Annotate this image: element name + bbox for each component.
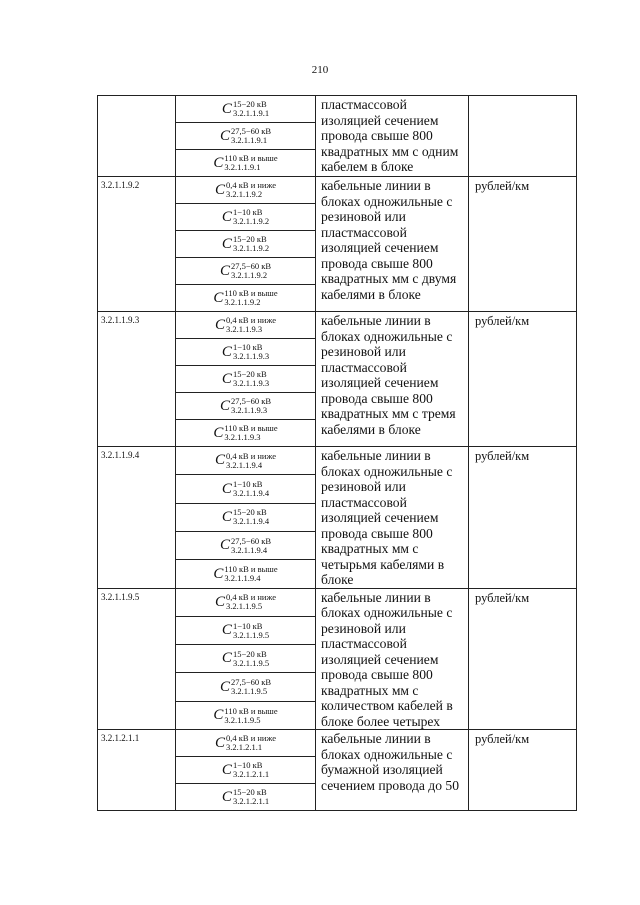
- rate-symbol-cell: [176, 420, 316, 447]
- rate-code-subscript: 3.2.1.1.9.5: [232, 629, 270, 640]
- rate-symbol: [222, 100, 269, 118]
- rate-symbol-letter: C: [221, 788, 232, 805]
- rate-code-subscript: 3.2.1.1.9.3: [230, 405, 268, 416]
- rate-symbol-letter: C: [219, 678, 230, 695]
- rate-symbol-letter: C: [219, 397, 230, 414]
- rate-code-subscript: 3.2.1.1.9.2: [232, 243, 270, 254]
- voltage-class-superscript: 1−10 кВ: [232, 207, 263, 218]
- rate-code-subscript: 3.2.1.1.9.4: [226, 459, 263, 470]
- rate-symbol: [213, 154, 277, 172]
- rate-symbol-cell: [176, 285, 316, 312]
- rate-symbol-cell: [176, 123, 316, 150]
- rate-symbol: [215, 316, 276, 334]
- rate-code-subscript: 3.2.1.1.9.3: [226, 324, 263, 335]
- voltage-class-superscript: 0,4 кВ и ниже: [226, 450, 276, 461]
- rate-code-subscript: 3.2.1.1.9.2: [224, 297, 261, 308]
- rate-symbol: [222, 370, 269, 388]
- rate-symbol-letter: C: [221, 370, 232, 387]
- rate-symbol: [222, 343, 269, 361]
- rate-symbol-cell: [176, 231, 316, 258]
- rate-symbol-letter: C: [221, 650, 232, 667]
- rate-symbol: [222, 508, 269, 526]
- rate-symbol: [220, 397, 271, 415]
- voltage-class-superscript: 15−20 кВ: [232, 369, 267, 380]
- rate-symbol: [213, 707, 277, 725]
- rate-symbol-letter: C: [221, 100, 232, 117]
- rate-code-subscript: 3.2.1.1.9.5: [230, 686, 268, 697]
- rate-symbol-letter: C: [219, 262, 230, 279]
- rate-code-subscript: 3.2.1.1.9.1: [224, 162, 261, 173]
- voltage-class-superscript: 0,4 кВ и ниже: [226, 315, 276, 326]
- voltage-class-superscript: 1−10 кВ: [232, 620, 263, 631]
- rate-code-subscript: 3.2.1.1.9.2: [226, 189, 263, 200]
- voltage-class-superscript: 110 кВ и выше: [224, 564, 278, 575]
- description-cell: кабельные линии в блоках одножильные с резиновой или пластмассовой изоляцией сечением провода свыше 800 квадратных мм с тремя кабелями в блоке: [316, 312, 469, 447]
- rate-symbol-cell: [176, 177, 316, 204]
- item-code-cell: [98, 96, 176, 177]
- rate-code-subscript: 3.2.1.1.9.1: [232, 108, 270, 119]
- item-code-cell: 3.2.1.1.9.5: [98, 588, 176, 730]
- rate-symbol: [213, 289, 277, 307]
- voltage-class-superscript: 27,5−60 кВ: [230, 677, 272, 688]
- voltage-class-superscript: 0,4 кВ и ниже: [226, 733, 276, 744]
- voltage-class-superscript: 15−20 кВ: [232, 234, 267, 245]
- rate-symbol: [222, 622, 269, 640]
- rate-code-subscript: 3.2.1.1.9.1: [230, 135, 268, 146]
- rate-symbol-letter: C: [213, 565, 224, 582]
- description-cell: кабельные линии в блоках одножильные с резиновой или пластмассовой изоляцией сечением провода свыше 800 квадратных мм с двумя кабелями в блоке: [316, 177, 469, 312]
- page-number: 210: [311, 64, 329, 76]
- rate-symbol: [215, 734, 276, 752]
- item-code-cell: 3.2.1.1.9.4: [98, 447, 176, 589]
- rate-symbol-letter: C: [213, 154, 224, 171]
- table-row: [98, 312, 577, 339]
- voltage-class-superscript: 27,5−60 кВ: [230, 396, 272, 407]
- rate-symbol-cell: [176, 96, 316, 123]
- rate-symbol: [222, 788, 269, 806]
- voltage-class-superscript: 0,4 кВ и ниже: [226, 180, 276, 191]
- rate-symbol-cell: [176, 150, 316, 177]
- rate-symbol-letter: C: [221, 508, 232, 525]
- rate-symbol-cell: [176, 730, 316, 757]
- rate-symbol-letter: C: [221, 208, 232, 225]
- voltage-class-superscript: 0,4 кВ и ниже: [226, 592, 276, 603]
- rate-code-subscript: 3.2.1.2.1.1: [226, 742, 263, 753]
- rate-code-subscript: 3.2.1.1.9.2: [232, 216, 270, 227]
- rate-symbol: [220, 127, 271, 145]
- rate-symbol-letter: C: [215, 181, 226, 198]
- rate-symbol: [213, 424, 277, 442]
- unit-cell: [469, 96, 577, 177]
- table-row: [98, 96, 577, 123]
- rate-symbol: [215, 452, 276, 470]
- voltage-class-superscript: 27,5−60 кВ: [230, 261, 272, 272]
- description-cell: пластмассовой изоляцией сечением провода свыше 800 квадратных мм с одним кабелем в блоке: [316, 96, 469, 177]
- rate-symbol: [222, 480, 269, 498]
- rate-symbol-cell: [176, 560, 316, 588]
- rate-symbol: [222, 650, 269, 668]
- unit-cell: рублей/км: [469, 730, 577, 811]
- rate-code-subscript: 3.2.1.1.9.3: [232, 378, 270, 389]
- rate-code-subscript: 3.2.1.1.9.4: [224, 573, 261, 584]
- rate-code-subscript: 3.2.1.1.9.2: [230, 270, 268, 281]
- rate-symbol: [213, 565, 277, 583]
- rate-symbol-letter: C: [219, 537, 230, 554]
- rate-symbol-letter: C: [221, 343, 232, 360]
- voltage-class-superscript: 110 кВ и выше: [224, 423, 278, 434]
- voltage-class-superscript: 15−20 кВ: [232, 787, 267, 798]
- rate-symbol-cell: [176, 701, 316, 729]
- rate-symbol: [222, 208, 269, 226]
- rate-code-subscript: 3.2.1.1.9.5: [224, 714, 261, 725]
- unit-cell: рублей/км: [469, 447, 577, 589]
- table-row: [98, 588, 577, 616]
- table-row: [98, 447, 577, 475]
- rate-symbol-letter: C: [221, 622, 232, 639]
- voltage-class-superscript: 110 кВ и выше: [224, 288, 278, 299]
- rate-symbol: [220, 678, 271, 696]
- rate-symbol: [220, 262, 271, 280]
- description-cell: кабельные линии в блоках одножильные с бумажной изоляцией сечением провода до 50: [316, 730, 469, 811]
- rate-code-subscript: 3.2.1.1.9.4: [230, 544, 268, 555]
- rate-symbol-letter: C: [215, 452, 226, 469]
- item-code-cell: 3.2.1.1.9.2: [98, 177, 176, 312]
- description-cell: кабельные линии в блоках одножильные с резиновой или пластмассовой изоляцией сечением провода свыше 800 квадратных мм с количеством кабелей в блоке более четырех: [316, 588, 469, 730]
- voltage-class-superscript: 27,5−60 кВ: [230, 126, 272, 137]
- rate-code-subscript: 3.2.1.1.9.4: [232, 488, 270, 499]
- rate-symbol-cell: [176, 312, 316, 339]
- unit-cell: рублей/км: [469, 312, 577, 447]
- unit-cell: рублей/км: [469, 177, 577, 312]
- voltage-class-superscript: 15−20 кВ: [232, 648, 267, 659]
- rate-symbol-cell: [176, 447, 316, 475]
- rate-symbol-cell: [176, 588, 316, 616]
- rate-code-subscript: 3.2.1.1.9.5: [226, 601, 263, 612]
- rate-symbol: [215, 593, 276, 611]
- voltage-class-superscript: 1−10 кВ: [232, 342, 263, 353]
- rate-symbol: [215, 181, 276, 199]
- rate-code-subscript: 3.2.1.2.1.1: [232, 796, 270, 807]
- rate-symbol-cell: [176, 757, 316, 784]
- rate-code-subscript: 3.2.1.1.9.5: [232, 657, 270, 668]
- voltage-class-superscript: 1−10 кВ: [232, 760, 263, 771]
- rate-symbol-cell: [176, 503, 316, 531]
- rate-symbol-cell: [176, 339, 316, 366]
- rate-symbol-cell: [176, 531, 316, 559]
- rate-symbol-letter: C: [215, 734, 226, 751]
- rate-symbol-letter: C: [213, 289, 224, 306]
- rate-symbol-letter: C: [221, 480, 232, 497]
- rate-symbol-cell: [176, 616, 316, 644]
- rate-symbol-cell: [176, 673, 316, 701]
- rate-symbol-letter: C: [219, 127, 230, 144]
- rate-symbol-cell: [176, 475, 316, 503]
- voltage-class-superscript: 110 кВ и выше: [224, 153, 278, 164]
- voltage-class-superscript: 110 кВ и выше: [224, 705, 278, 716]
- description-cell: кабельные линии в блоках одножильные с резиновой или пластмассовой изоляцией сечением провода свыше 800 квадратных мм с четырьмя кабелями в блоке: [316, 447, 469, 589]
- rate-symbol-cell: [176, 784, 316, 811]
- rate-symbol-cell: [176, 393, 316, 420]
- rate-symbol: [220, 537, 271, 555]
- table-row: [98, 730, 577, 757]
- table-row: [98, 177, 577, 204]
- rate-symbol-cell: [176, 366, 316, 393]
- rate-symbol-letter: C: [215, 593, 226, 610]
- rate-symbol-letter: C: [221, 235, 232, 252]
- rate-symbol-letter: C: [213, 424, 224, 441]
- rate-code-subscript: 3.2.1.1.9.3: [232, 351, 270, 362]
- rate-symbol: [222, 235, 269, 253]
- voltage-class-superscript: 15−20 кВ: [232, 99, 267, 110]
- rate-code-subscript: 3.2.1.1.9.4: [232, 516, 270, 527]
- unit-cell: рублей/км: [469, 588, 577, 730]
- item-code-cell: 3.2.1.1.9.3: [98, 312, 176, 447]
- item-code-cell: 3.2.1.2.1.1: [98, 730, 176, 811]
- rate-symbol-letter: C: [215, 316, 226, 333]
- tariff-table-body: [98, 96, 577, 811]
- voltage-class-superscript: 1−10 кВ: [232, 479, 263, 490]
- tariff-table: [97, 95, 577, 811]
- rate-symbol-cell: [176, 258, 316, 285]
- voltage-class-superscript: 27,5−60 кВ: [230, 535, 272, 546]
- rate-symbol-letter: C: [213, 707, 224, 724]
- rate-symbol-letter: C: [221, 761, 232, 778]
- rate-symbol: [222, 761, 269, 779]
- rate-symbol-cell: [176, 645, 316, 673]
- voltage-class-superscript: 15−20 кВ: [232, 507, 267, 518]
- rate-symbol-cell: [176, 204, 316, 231]
- rate-code-subscript: 3.2.1.1.9.3: [224, 432, 261, 443]
- rate-code-subscript: 3.2.1.2.1.1: [232, 769, 270, 780]
